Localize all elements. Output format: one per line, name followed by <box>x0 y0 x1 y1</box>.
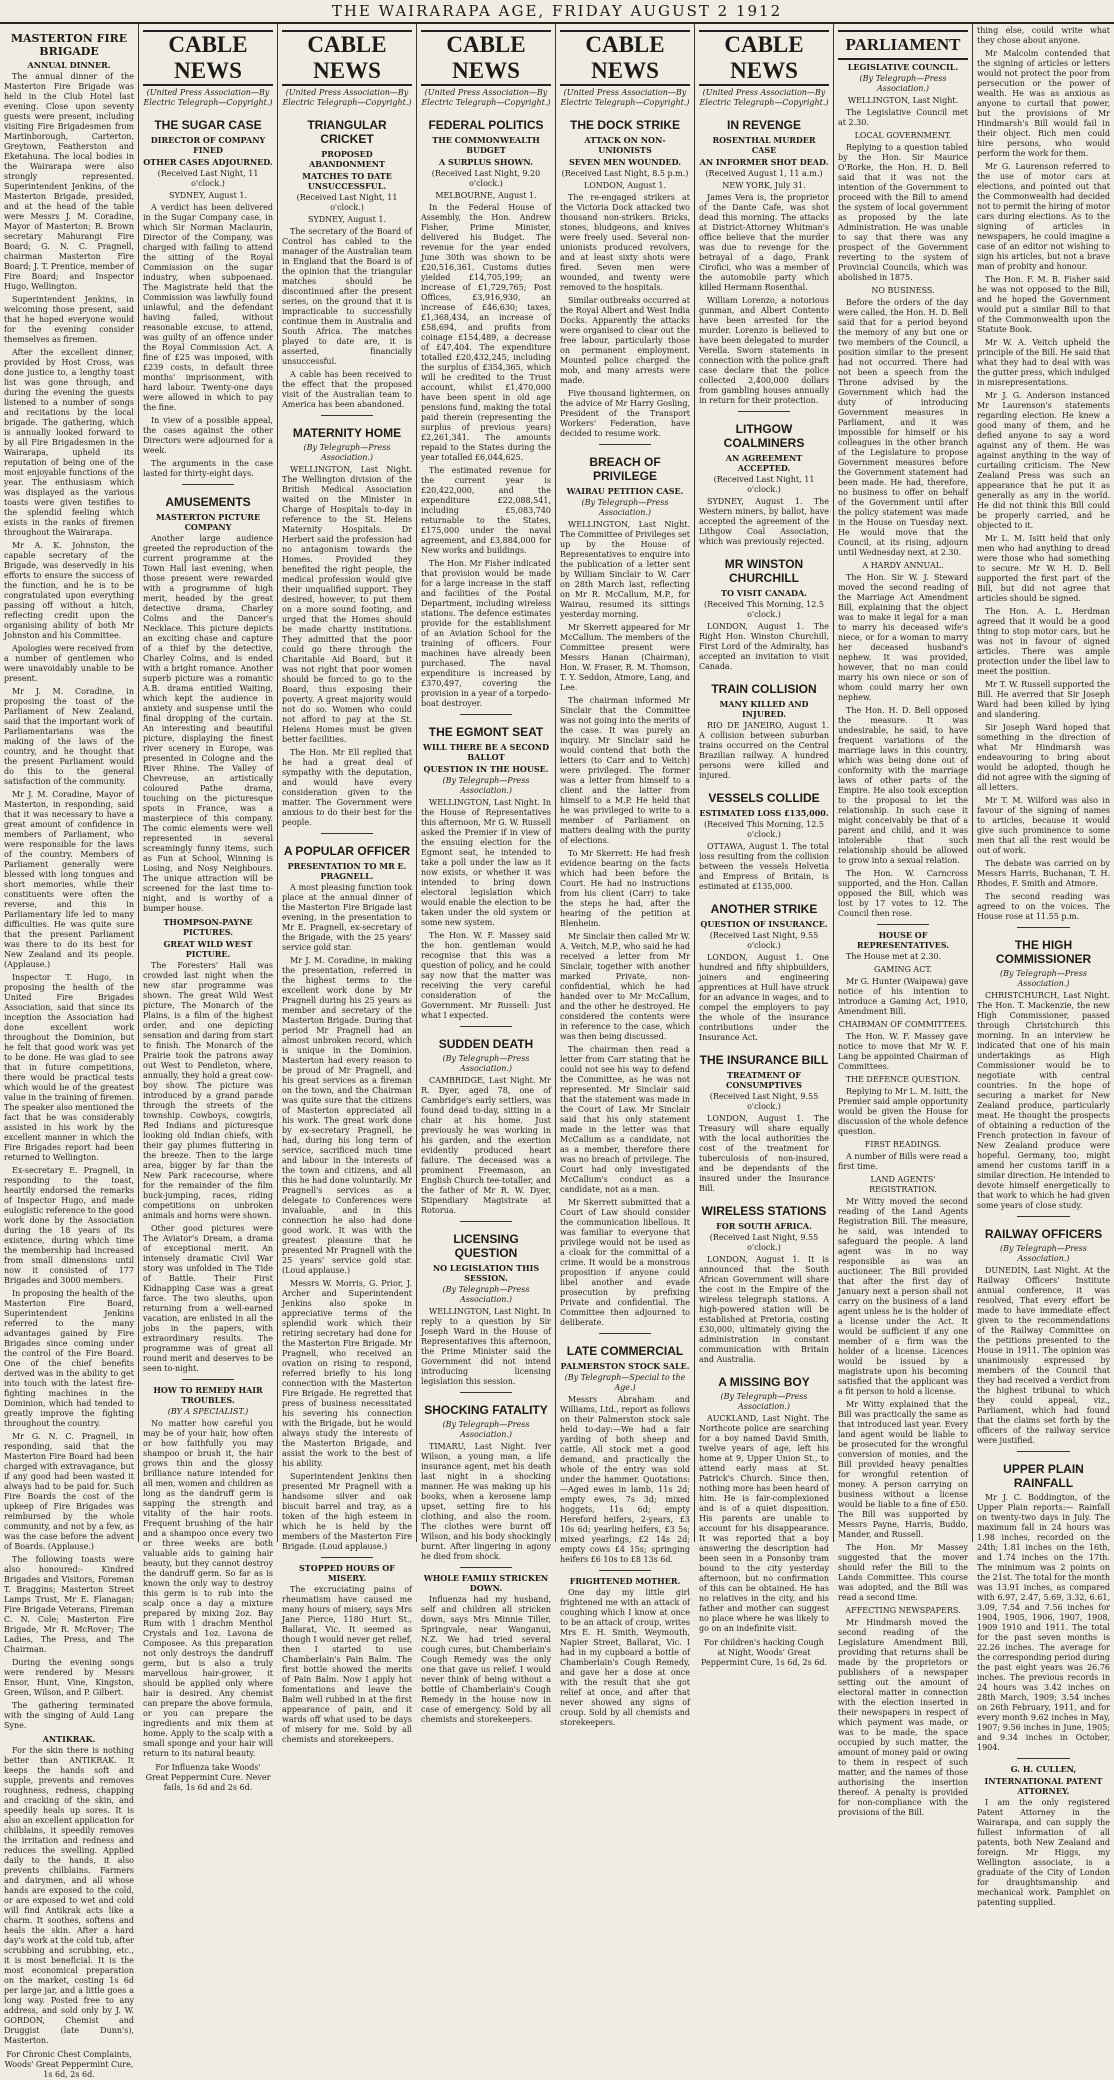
article-subhead: (By Telegraph—Press Association.) <box>720 1392 808 1411</box>
divider <box>1017 927 1070 928</box>
paragraph: The second reading was agreed to on the voices. The House rose at 11.55 p.m. <box>977 892 1110 921</box>
paragraph: Mr J. M. Coradine, Mayor of Masterton, in responding, said that it was necessary to have a great amount of confidence in members of Parliament, who were responsible for the laws of the country. Members of Parliament generally were blessed with long tongues and short memories, while their constituents were often the reverse, and this in Parliamentary life led to many difficulties. He was quite sure that the present Parliament was there to do its best for New Zealand and its people. (Applause.) <box>4 790 134 969</box>
article-headline: AMUSEMENTS <box>165 495 251 509</box>
article-headline: THE INSURANCE BILL <box>699 1053 829 1067</box>
article-headline: TRIANGULAR CRICKET <box>307 118 387 146</box>
paragraph: The Foresters' Hall was crowded last night when the new star programme was shown. The great Wild West picture, The Monarch of the Plains, is a film of the highest order, and one depicting sensation and daring from start to finish. The Monarch of the Prairie took the patrons away out West to Pendleton, where, annually, they hold a great cow-boy show. The picture was introduced by a grand parade through the streets of the township. Cowboys, cowgirls, Red Indians and picturesque looking old Indian chiefs, with their gay plumes fluttering in the breeze. Then to the large area, bigger by far than the New Park racecourse, where for the remainder of the film buck-jumping, races, riding competitions on unbroken animals and horns were shown. <box>143 961 273 1220</box>
paragraph: The gathering terminated with the singing of Auld Lang Syne. <box>4 1701 134 1730</box>
column-2 <box>139 26 277 1792</box>
divider <box>460 1221 512 1222</box>
paragraph: A verdict has been delivered in the Sugar Company case, in which Sir Norman Maclaurin, Director of the Company, was charged with failing to attend the sitting of the Royal Commission on the sugar industry, when subpoenaed. The Magistrate held that the Commission was lawfully found unlawful, and the defendant having failed, without reasonable excuse, to attend, was guilty of an offence under the Royal Commission Act. A fine of £25 was imposed, with £239 costs, in default three months' imprisonment, with hard labour. Twenty-one days were allowed in which to pay the fine. <box>143 203 273 412</box>
divider <box>460 1026 512 1027</box>
article-subhead: (By Telegraph—Press Association.) <box>442 1285 530 1304</box>
paragraph: The following toasts were also honoured:- Kindred Brigades and Visitors, Foreman T. Braggins; Masterton Street Lamps Trust, Mr E. Flanagan; Fire Brigade Veterans, Fireman C. N. Cole; Masterton Fire Brigade, Mr R. McRover; The Ladies, The Press, and The Chairman. <box>4 1555 134 1654</box>
paragraph: Messrs W. Morris, G. Prior, J. Archer and Superintendent Jenkins also spoke in appreciative terms of the splendid work which their retiring secretary had done for the Masterton Fire Brigade. Mr Pragnell, who received an ovation on rising to respond, referred briefly to his long connection with the Masterton Fire Brigade. He regretted that press of business necessitated his severing his connection with the Brigade, but he would always study the interests of the Masterton Brigade, and assist the work to the best of his ability. <box>282 1279 412 1468</box>
section-subhead: A HARDY ANNUAL. <box>862 561 944 570</box>
article-headline: STOPPED HOURS OF MISERY. <box>299 1563 395 1583</box>
paragraph: The chairman then read a letter from Carr stating that he could not see his way to defend the Committee, as he was not represented. Mr Sinclair said that the statement was made in the Court of Law. Mr Sinclair said that his only statement made in the letter was that McCallum as a candidate, not as a member, therefore there was no breach of privilege. The Court had only investigated McCallum's conduct as a candidate, not as a man. <box>560 1045 690 1194</box>
paragraph: The excruciating pains of rheumatism have caused me many hours of misery, says Mrs Jane Pierce, 1180 Hurt St., Ballarat, Vic. It seemed as though I would never get relief, then I started to use Chamberlain's Pain Balm. The first bottle showed the merits of Pain Balm. Now I apply hot fomentations and leave the Balm well rubbed in at the first appearance of pain, and it wards off what used to be days of misery for me. Sold by all chemists and storekeepers. <box>282 1585 412 1744</box>
dateline: WELLINGTON, Last Night. <box>847 96 959 105</box>
paragraph: The Legislative Council met at 2.30. <box>838 108 968 127</box>
received-line: (Received Last Night, 9.55 o'clock.) <box>709 931 819 950</box>
article-subhead: PROPOSED ABANDONMENT <box>309 149 385 169</box>
article-headline: TRAIN COLLISION <box>711 682 817 696</box>
paragraph: The House met at 2.30. <box>846 952 942 961</box>
article-headline: MATERNITY HOME <box>292 426 402 440</box>
article-subhead: (BY A SPECIALIST.) <box>167 1407 249 1416</box>
article-headline: THE HIGH COMMISSIONER <box>995 938 1092 966</box>
paragraph: Messrs Abraham and Williams, Ltd., report as follows on their Palmerston stock sale held to-day:—We had a fair yarding of both sheep and cattle. All stock met a good demand, and practically the whole of the entry was sold under the hammer. Quotations:—Aged ewes in lamb, 11s 2d; empty ewes, 7s 3d; mixed hoggets, 11s 6d; empty Hereford heifers, 2-years, £3 10s 6d; yearling heifers, £3 5s; mixed yearlings, £2 14s 2d; empty cows £4 15s; springing heifers £6 10s to £8 13s 6d. <box>560 1395 690 1564</box>
divider <box>1017 1216 1070 1217</box>
article-subhead: PALMERSTON STOCK SALE. <box>560 1361 690 1371</box>
paragraph: Another large audience greeted the reproduction of the current programme at the Town Hall last evening, when those present were rewarded with a programme of high merit, headed by the great detective drama, Charley Colms and the Dancer's Necklace. This picture depicts an exciting chase and capture of a thief by the detective, Charley Colms, and is ended with a bright romance. Another superb picture was a romantic A.B. drama entitled Waiting, which kept the audience in anxiety and suspense until the final dropping of the curtain. An interesting and beautiful picture, displaying the finest river scenery in Europe, was presented in Cologne and the River Rhine. The Valley of Chevreuse, an artistically coloured Pathe drama, touching on the picturesque spots in France, was a masterpiece of this company. The comic elements were well represented in several screamingly funny items, such as Fun at School, Winning is Losing, and Nosy Neighbours. The unique attraction will be screened for the last time to-night, and is worthy of a bumper house. <box>143 534 273 913</box>
paragraph: In proposing the health of the Masterton Fire Board, Superintendent Jenkins referred to the many advantages gained by Fire Brigades since coming under the control of the Fire Board. One of the chief benefits derived was in the ability to get into touch with the latest fire-fighting machines in the Dominion, which had tended to greatly improve the fighting throughout the country. <box>4 1289 134 1428</box>
article-headline: IN REVENGE <box>726 118 801 132</box>
article-subhead: QUESTION OF INSURANCE. <box>700 919 828 929</box>
paragraph: CHRISTCHURCH, Last Night. The Hon. T. Mackenzie, the new High Commissioner, passed through Christchurch this morning. In an interview he indicated that one of his main undertakings as High Commissioner would be to negotiate with central countries. In the hope of securing a market for New Zealand produce, particularly meat. He thought the prospects of obtaining a reduction of the French protection in favour of New Zealand produce were hopeful. Germany, too, might amend her customs tariff in a similar direction. He intended to devote himself energetically to that work to which he had given some years of close study. <box>977 991 1110 1210</box>
article-headline: FEDERAL POLITICS <box>428 118 544 132</box>
article-subhead: AN INFORMER SHOT DEAD. <box>699 157 829 167</box>
article-subhead: MATCHES TO DATE UNSUCCESSFUL. <box>302 171 392 191</box>
article-headline: UPPER PLAIN RAINFALL <box>1003 1462 1084 1490</box>
divider <box>599 1333 651 1334</box>
paragraph: The chairman informed Mr Sinclair that the Committee was not going into the merits of the case. It was purely an inquiry. Mr Sinclair said he would contend that both the letters (to Carr and to Veitch) were privileged. The former was a letter from himself to a client and the latter from himself to a M.P. He held that he was privileged to write to a member of Parliament on matters dealing with the purity of elections. <box>560 696 690 845</box>
divider <box>460 1392 512 1393</box>
wire-credit: (United Press Association—By Electric Telegraph—Copyright.) <box>699 88 829 107</box>
wire-credit: (United Press Association—By Electric Telegraph—Copyright.) <box>421 88 551 107</box>
advert-footer: For Chronic Chest Complaints, Woods' Great Peppermint Cure, 1s 6d, 2s 6d. <box>4 2050 134 2079</box>
article-subhead: SEVEN MEN WOUNDED. <box>568 157 682 167</box>
paragraph: James Vera is, the proprietor of the Dante Cafe, was shot dead this morning. The attacks at District-Attorney Whitman's office believe that the murder was due to revenge for the betrayal of a dago, Frank Cirofici, who was a member of the automobile party which killed Hermann Rosenthal. <box>699 193 829 292</box>
article-subhead: FOR SOUTH AFRICA. <box>716 1221 812 1231</box>
divider <box>1017 1758 1070 1759</box>
article-headline: THE EGMONT SEAT <box>428 725 544 739</box>
dateline: SYDNEY, August 1. <box>168 191 248 200</box>
received-line: (Received Last Night, 8.5 p.m.) <box>561 169 689 178</box>
divider <box>877 924 929 925</box>
article-headline: LITHGOW COALMINERS <box>723 422 805 450</box>
dateline: MELBOURNE, August 1. <box>435 191 537 200</box>
article-headline: LEGISLATIVE COUNCIL. <box>847 62 959 72</box>
column-7 <box>834 26 972 1817</box>
masthead: THE WAIRARAPA AGE, FRIDAY AUGUST 2 1912 <box>331 2 783 20</box>
advert-heading: G. H. CULLEN, <box>1010 1764 1077 1774</box>
section-banner: CABLE NEWS <box>143 30 273 86</box>
divider <box>738 411 790 412</box>
received-line: (Received Last Night, 11 o'clock.) <box>157 169 259 188</box>
paragraph: Mr J. M. Coradine, in making the presentation, referred in the highest terms to the excellent work done by Mr Pragnell during his 25 years as member and secretary of the Masterton Brigade. During that period Mr Pragnell had an almost unbroken record, which is unique in the Dominion. Masterton had every reason to be proud of Mr Pragnell, and his great services as a fireman on the town, and the Chairman was quite sure that the citizens of Masterton appreciated all his work. The great work done by ex-secretary Pragnell, he had, during his long term of service, sacrificed much time and labour in the interests of the town and citizens, and all this he had done voluntarily. Mr Pragnell's services as a delegate to Conferences were invaluable, and in this connection he also had done good work. It was with the greatest pleasure that he presented Mr Pragnell with the 25 years' service gold star. (Loud applause.) <box>282 956 412 1275</box>
paragraph: WELLINGTON, Last Night. The Committee of Privileges set up by the House of Representatives to enquire into the publication of a letter sent by William Sinclair to W. Carr on 28th March last, reflecting on Mr R. McCallum, M.P., for Wairau, resumed its sittings yesterday morning. <box>560 520 690 619</box>
paragraph: DUNEDIN, Last Night. At the Railway Officers' Institute annual conference, it was resolved, That every effort be made to have immediate effect given to the recommendations of the Railway Committee on the petitions presented to the House in 1911. The opinion was unanimously expressed by members of the Council that they had received a verdict from the highest tribunal to which they could appeal, viz., Parliament, which had found that the claims set forth by the officers of the railway service were justified. <box>977 1266 1110 1445</box>
section-subhead: LAND AGENTS' REGISTRATION. <box>869 1175 937 1194</box>
article-headline: ANOTHER STRIKE <box>710 902 818 916</box>
paragraph: Mr Malcolm contended that the signing of articles or letters would not protect the poor from persecution or the power of wealth. He was as anxious as anyone to curtail that power, but the provisions of Mr Hindmarsh's Bill would fail in their object. Rich men could hire persons, who would perform the work for them. <box>977 49 1110 158</box>
advert-heading: ANTIKRAK. <box>42 1734 96 1744</box>
article-subhead: AN AGREEMENT ACCEPTED. <box>725 453 803 473</box>
article-headline: HOW TO REMEDY HAIR TROUBLES. <box>153 1385 263 1405</box>
paragraph: The secretary of the Board of Control has cabled to the manager of the Australian team in England that the Board is of the opinion that the triangular matches should be discontinued after the present series, on the ground that it is impracticable to successfully continue them in Australia and South Africa. The matches played to date are, it is asserted, financially unsuccessful. <box>282 227 412 366</box>
section-banner: CABLE NEWS <box>421 30 551 86</box>
divider <box>460 714 512 715</box>
paragraph: Mr Sinclair then called Mr W. A. Veitch, M.P., who said he had received a letter from Mr Sinclair, together with another marked Private, non-confidential, which he had handed over to Mr McCallum, and the other he destroyed. He considered the contents were in reference to the case, which was then being discussed. <box>560 932 690 1041</box>
paragraph: A most pleasing function took place at the annual dinner of the Masterton Fire Brigade last evening, in the presentation to Mr E. Pragnell, ex-secretary of the Brigade, with the 25 years' service gold star. <box>282 883 412 952</box>
paragraph: William Lorenzo, a notorious gunman, and Albert Contento have been arrested for the murder. Lorenzo is believed to have been delegated to murder Verella. Sworn statements in connection with the police graft case declare that the police collected 2,400,000 dollars from gambling houses annually in return for their protection. <box>699 296 829 405</box>
advert-footer: For Influenza take Woods' Great Peppermint Cure. Never fails, 1s 6d and 2s 6d. <box>145 1763 271 1792</box>
section-banner: PARLIAMENT <box>838 30 968 60</box>
paragraph: LONDON, August 1. It is announced that the South African Government will share the cost in the Empire of the wireless telegraph stations. A high-powered station will be established at Pretoria, costing £30,000, ultimately giving the administration in constant communication with Britain and Australia. <box>699 1255 829 1364</box>
paragraph: Mr Witty moved the second reading of the Land Agents Registration Bill. The measure, he said, was intended to safeguard the people. A land agent was in no way responsible as was an auctioneer. The Bill provided that after the first day of January next a person shall not carry on the business of a land agent unless he is the holder of a license under the Act. It would be sufficient if any one member of a firm was the holder of a license. Licences would be issued by a magistrate upon his becoming satisfied that the applicant was a fit person to hold a license. <box>838 1197 968 1396</box>
paragraph: Mr Hindmarsh moved the second reading of the Legislature Amendment Bill, providing that returns shall be made by the proprietors or publishers of a newspaper setting out the amount of electoral matter in connection with the election inserted in their newspapers in respect of which payment was made, or was to be made, the space occupied by such matter, the amount of money paid or owing to them in respect of such matter, and the names of those authorising the insertion thereof. A penalty is provided for non-compliance with the provisions of the Bill. <box>838 1618 968 1817</box>
paragraph: Mr W. A. Veitch upheld the principle of the Bill. He said that what they had to deal with was the gutter press, which indulged in misrepresentations. <box>977 338 1110 387</box>
paragraph: TIMARU, Last Night. Iver Wilson, a young man, a life insurance agent, met his death last night in a shocking manner. He was making up his books, when a kerosene lamp upset, setting fire to his clothing, and also the room. The clothes were burnt off Wilson, and his body shockingly burnt. After lingering in agony he died from shock. <box>421 1442 551 1561</box>
article-headline: FRIGHTENED MOTHER. <box>569 1576 681 1586</box>
paragraph: WELLINGTON, Last Night. In reply to a question by Sir Joseph Ward in the House of Representatives this afternoon, the Prime Minister said the Government did not intend introducing licensing legislation this session. <box>421 1307 551 1386</box>
paragraph: Before the orders of the day were called, the Hon. H. D. Bell said that for a period beyond the memory of any but one or two members of the Council, a position similar to the present had not occurred. There had not been a speech from the Throne advised by the Government which had the duty of introducing Government measures in Parliament, and it was impossible for himself or his colleagues in the other branch of the Legislature to propose Government measures before the Government statement had been made. He had, therefore, no business to offer on behalf of the Government until after the policy statement was made in the House on Tuesday next. He would move that the Council, at its rising, adjourn until Wednesday next, at 2.30. <box>838 298 968 557</box>
paragraph: Five thousand lightermen, on the advice of Mr Harry Gosling, President of the Transport Workers' Federation, have decided to resume work. <box>560 389 690 438</box>
paragraph: Inspector T. Hugo, in proposing the health of the United Fire Brigades Association, said that since its inception the Association had done excellent work throughout the Dominion, but he felt that good work was yet to be done. He was glad to see that in future competitions, there would be practical tests which would be of the greatest value in the training of firemen. The speaker also mentioned the fact that he was considerably assisted in his work by the excellent manner in which the Fire Brigades report had been returned to Wellington. <box>4 973 134 1162</box>
article-subhead: (By Telegraph—Press Association.) <box>442 1054 530 1073</box>
section-banner: CABLE NEWS <box>560 30 690 86</box>
section-subhead: FIRST READINGS. <box>864 1140 942 1149</box>
advert-subhead: INTERNATIONAL PATENT ATTORNEY. <box>984 1776 1103 1796</box>
paragraph: thing else, could write what they chose about anyone. <box>977 26 1110 45</box>
article-subhead: GREAT WILD WEST PICTURE. <box>163 939 253 959</box>
divider <box>321 833 373 834</box>
paragraph: Mr Skerrett submitted that a Court of Law should consider the communication libellous. It was familiar to everyone that privilege would not be used as a cloak for the committal of a crime. It would be a monstrous proposition if anyone could libel another and evade prosecution by prefixing Private and confidential. The Committee then adjourned to deliberate. <box>560 1198 690 1327</box>
paragraph: Mr J. C. Boddington, of the Upper Plain reports:— Rainfall on twenty-two days in July. The maximum fall in 24 hours was 1.98 inches, recorded on the 24th; 1.81 inches on the 16th, and 1.74 inches on the 17th. The minimum was 2 points on the 21st. The total for the month was 13.91 inches, as compared with 6.97, 2.47, 5.69, 3.32, 6.61, 3.09, 7.54 and 7.56 inches for 1904, 1905, 1906, 1907, 1908, 1909 1910 and 1911. The total for the past seven months is 22.26 inches. The average for the corresponding period during the past eight years was 26.76 inches. The previous records in 24 hours was 3.42 inches on 28th March, 1909; 3.54 inches on 26th February, 1911, and for every month 9.62 inches in May, 1907; 9.56 inches in June, 1905; and 9.34 inches in October, 1904. <box>977 1493 1110 1752</box>
received-line: (Received This Morning, 12.5 o'clock.) <box>704 820 824 839</box>
article-headline: SUDDEN DEATH <box>438 1037 534 1051</box>
paragraph: LONDON, August 1. The Right Hon. Winston Churchill, First Lord of the Admiralty, has accepted an invitation to visit Canada. <box>699 622 829 671</box>
paragraph: Mr G. Hunter (Waipawa) gave notice of his intention to introduce a Gaming Act, 1910, Amendment Bill. <box>838 977 968 1016</box>
paragraph: Replying to a question tabled by the Hon. Sir Maurice O'Rorke, the Hon. H. D. Bell said that it was not the intention of the Government to proceed with the Bill to amend the system of local government as proposed by the late Administration. He was unable to say that there was any prospect of the Government reverting to the system of Provincial Councils, which was abolished in 1875. <box>838 143 968 282</box>
article-subhead: (By Telegraph—Press Association.) <box>859 74 947 93</box>
paragraph: One day my little girl frightened me with an attack of coughing which I know at once to be an attack of croup, writes Mrs E. H. Smith, Weymouth, Napier Street, Ballarat, Vic. I had in my cupboard a bottle of Chamberlain's Cough Remedy, and gave her a dose at once with the result that she got relief at once, and after that never showed any signs of croup. Sold by all chemists and storekeepers. <box>560 1588 690 1727</box>
paragraph: LONDON, August 1. The Treasury will share equally with the local authorities the cost of the treatment for tuberculosis of non-insured, and be dependants of the insured under the Insurance Bill. <box>699 1114 829 1193</box>
paragraph: A number of Bills were read a first time. <box>838 1152 968 1171</box>
divider <box>599 1570 651 1571</box>
paragraph: Mr G. N. C. Pragnell, in responding, said that the Masterton Fire Board had been charged with extravagance, but if any good had been wasted it always had to be paid for. Such Fire Boards the cost of the upkeep of Fire Brigades was reimbursed by the whole community, and not by a few, as was the case before the advent of Boards. (Applause.) <box>4 1432 134 1551</box>
article-subhead: (By Telegraph—Press Association.) <box>1000 1244 1087 1263</box>
paragraph: In view of a possible appeal, the cases against the other Directors were adjourned for a week. <box>143 416 273 455</box>
section-subhead: GAMING ACT. <box>873 965 933 974</box>
article-subhead: (By Telegraph—Press Association.) <box>442 1420 530 1439</box>
paragraph: Similar outbreaks occurred at the Royal Albert and West India Docks. Apparently the attacks were organised to clear out the free labour, particularly those on permanent employment. Mounted police charged the mob, and many arrests were made. <box>560 296 690 385</box>
paragraph: Replying to Mr L. M. Isitt, the Premier said ample opportunity would be given the House for discussion of the whole defence question. <box>838 1087 968 1136</box>
article-subhead: THOMPSON-PAYNE PICTURES. <box>163 917 253 937</box>
article-subhead: (By Telegraph—Press Association.) <box>442 776 530 795</box>
paragraph: AUCKLAND, Last Night. The Northcote police are searching for a boy named David Smith, twelve years of age, left his home at 9, Upper Union St., to attend early mass at St. Patrick's Church. Since then, nothing more has been heard of him. He is fair-complexioned and is of a quiet disposition. His parents are unable to account for his disappearance. It was reported that a boy answering the description had been seen in a Ponsonby tram bound to the city yesterday afternoon, but no confirmation of this can be obtained. He has no relatives in the city, and his father and mother can suggest no place where he was likely to go on an indefinite visit. <box>699 1414 829 1633</box>
column-6 <box>695 26 833 1667</box>
paragraph: The Hon. A. L. Herdman agreed that it would be a good thing to stop motor cars, but he was not in favour of signed articles. There was ample protection under the libel law to meet the position. <box>977 607 1110 676</box>
article-headline: A MISSING BOY <box>718 1375 810 1389</box>
paragraph: The estimated revenue for the current year is £20,422,000, and the expenditure £22,088,541, including £5,083,740 returnable to the States, £175,000 under the naval agreement, and £3,884,000 for New works and buildings. <box>421 466 551 555</box>
paragraph: Mr Skerrett appeared for Mr McCallum. The members of the Committee present were Messrs Hanan (Chairman), Hon. W. Fraser, R. M. Thomson, T. Y. Seddon, Atmore, Lang, and Lee. <box>560 623 690 692</box>
paragraph: Sir Joseph Ward hoped that something in the direction of what Mr Hindmarsh was endeavouring to bring about would be adopted, though he did not agree with the signing of all letters. <box>977 723 1110 792</box>
paragraph: RIO DE JANEIRO, August 1. A collision between suburban trains occurred on the Central Brazilian railway. A hundred persons were killed and injured. <box>699 721 829 780</box>
paragraph: Mr J. M. Coradine, in proposing the toast of the Parliament of New Zealand, said that the important work of Parliamentarians was the making of the laws of the country, and he thought that the present Parliament would do this to the general satisfaction of the community. <box>4 687 134 786</box>
article-subhead: THE COMMONWEALTH BUDGET <box>432 135 540 155</box>
wire-credit: (United Press Association—By Electric Telegraph—Copyright.) <box>143 88 273 107</box>
dateline: LONDON, August 1. <box>583 181 667 190</box>
paragraph: The Hon. F. M. B. Fisher said he was not opposed to the Bill, and he hoped the Government would put a similar Bill to that of the Commonwealth upon the Statute Book. <box>977 275 1110 334</box>
received-line: (Received Last Night, 9.20 o'clock.) <box>431 169 541 188</box>
article-subhead: ESTIMATED LOSS £135,000. <box>699 808 829 818</box>
article-subhead: A SURPLUS SHOWN. <box>438 157 533 167</box>
received-line: (Received August 1, 11 a.m.) <box>705 169 823 178</box>
paragraph: Mr Witty explained that the Bill was practically the same as that introduced last year. Every land agent would be liable to be prosecuted for the wrongful conversion of monies, and the Bill provided heavy penalties for wrongful retention of money. A person carrying on business without a license would be liable to a fine of £50. The Bill was supported by Messrs Payne, Harris, Buddo, Mander, and Russell. <box>838 1400 968 1539</box>
column-8 <box>973 26 1114 1907</box>
received-line: (Received Last Night, 11 o'clock.) <box>296 193 398 212</box>
article-headline: MR WINSTON CHURCHILL <box>724 557 804 585</box>
article-subhead: ROSENTHAL MURDER CASE <box>712 135 816 155</box>
paragraph: WELLINGTON, Last Night. In the House of Representatives this afternoon, Mr G. W. Russell asked the Premier if in view of the ensuing election for the Egmont seat, he intended to take a poll under the law as it now exists, or whether it was intended to bring down electoral legislation which would enable the election to be taken under the old system or some new system. <box>421 798 551 927</box>
section-subhead: NO BUSINESS. <box>871 286 935 295</box>
article-subhead: DIRECTOR OF COMPANY FINED <box>150 135 266 155</box>
divider <box>460 1567 512 1568</box>
dateline: SYDNEY, August 1. <box>307 215 387 224</box>
paragraph: OTTAWA, August 1. The total loss resulting from the collision between the vessels Helvetia and Empress of Britain, is estimated at £135,000. <box>699 842 829 891</box>
paragraph: The debate was carried on by Messrs Harris, Buchanan, T. H. Rhodes, F. Smith and Atmore. <box>977 859 1110 888</box>
paragraph: Mr L. M. Isitt held that only men who had anything to dread were those who had something to secure. Mr W. H. D. Bell supported the first part of the Bill, but did not agree that articles should be signed. <box>977 534 1110 603</box>
article-subhead: OTHER CASES ADJOURNED. <box>143 157 273 167</box>
paragraph: LONDON, August 1. One hundred and fifty shipbuilders, joiners and engineering apprentices at Hull have struck for an advance in wages, and to compel the employers to pay the whole of the insurance contributions under the Insurance Act. <box>699 953 829 1042</box>
article-subhead: NO LEGISLATION THIS SESSION. <box>432 1263 540 1283</box>
article-headline: THE SUGAR CASE <box>154 118 262 132</box>
paragraph: Mr T. M. Wilford was also in favour of the signing of names to articles, because it would give such prominence to some men that all the rest would be out of work. <box>977 796 1110 855</box>
paragraph: Ex-secretary E. Pragnell, in responding to the toast, heartily endorsed the remarks of Inspector Hugo, and made eulogistic reference to the good work done by the Association during the 18 years of its existence, during which time the membership had increased from small dimensions until now it consisted of 177 Brigades and 3000 members. <box>4 1166 134 1285</box>
received-line: (Received Last Night, 11 o'clock.) <box>713 475 815 494</box>
received-line: (Received This Morning, 12.5 o'clock.) <box>704 600 824 619</box>
paragraph: The annual dinner of the Masterton Fire Brigade was held in the Club Hotel last evening. Close upon seventy guests were present, including visiting Fire Brigadesmen from Martinborough, Carterton, Greytown, Featherston and Eketahuna. The local bodies in the Wairarapa were also strongly represented. Superintendent Jenkins, of the Masterton Brigade, presided, and at the head of the table were Messrs J. M. Coradine, Mayor of Masterton; R. Brown secretary Mahurangi Fire Board; G. N. C. Pragnell, chairman Masterton Fire Board; J. T. Prentice, member of Fire Board; and Inspector Hugo, Wellington. <box>4 72 134 291</box>
divider <box>1017 1451 1070 1452</box>
paragraph: SYDNEY, August 1. The Western miners, by ballot, have accepted the agreement of the Lithgow Coal Association, which was previously rejected. <box>699 497 829 546</box>
paragraph: The Hon. W. F. Massey said the hon. gentleman would recognise that this was a question of policy, and he could say now that the matter was receiving the very careful consideration of the Government. Mr Russell: Just what I expected. <box>421 931 551 1020</box>
column-4 <box>417 26 555 1724</box>
article-subhead: (By Telegraph—Special to the Age.) <box>564 1373 686 1392</box>
article-subhead: TREATMENT OF CONSUMPTIVES <box>725 1070 803 1090</box>
paragraph: Mr A. K. Johnston, the capable secretary of the Brigade, was deservedly in his efforts to ensure the success of the function, and he is to be congratulated upon everything passing off without a hitch, reflecting credit upon the organising ability of both Mr Johnston and his Committee. <box>4 541 134 640</box>
section-subhead: LOCAL GOVERNMENT. <box>854 131 952 140</box>
paragraph: Superintendent Jenkins, in welcoming those present, said that he hoped everyone would for the evening consider themselves as firemen. <box>4 295 134 344</box>
paragraph: The Hon. W. Carncross supported, and the Hon. Callan opposed the Bill, which was lost by 17 votes to 12. The Council then rose. <box>838 869 968 918</box>
article-headline: WIRELESS STATIONS <box>701 1204 827 1218</box>
section-subhead: THE DEFENCE QUESTION. <box>845 1075 961 1084</box>
received-line: (Received Last Night, 9.55 o'clock.) <box>709 1092 819 1111</box>
article-headline: THE DOCK STRIKE <box>569 118 680 132</box>
paragraph: After the excellent dinner, provided by Host Cross, was done justice to, a lengthy toast list was gone through, and during the evening the guests listened to a number of songs and recitations by the local brigade. The gathering, which is annually looked forward to by all Fire Brigadesmen in the Wairarapa, upheld its reputation of being one of the most enjoyable functions of the year. The enthusiasm which was displayed as the various toasts were given testifies to the splendid feeling which exists in the ranks of firemen throughout the Wairarapa. <box>4 348 134 537</box>
paragraph: Mr T. W. Russell supported the Bill. He averred that Sir Joseph Ward had been killed by lying and slandering. <box>977 680 1110 719</box>
article-headline: WHOLE FAMILY STRICKEN DOWN. <box>423 1573 549 1593</box>
article-heading: ANNUAL DINNER. <box>27 60 111 70</box>
divider <box>599 444 651 445</box>
paragraph: The Hon. Mr Massey suggested that the mover should refer the Bill to the Lands Committee. This course was adopted, and the Bill was read a second time. <box>838 1543 968 1602</box>
paragraph: The Hon. Sir W. J. Steward moved the second reading of the Marriage Act Amendment Bill, explaining that the object was to make it legal for a man to marry his deceased wife's niece, or for a woman to marry her deceased husband's nephew. It was provided, however, that no man could marry his own niece or son of whom could marry her own nephew. <box>838 573 968 702</box>
received-line: (Received Last Night, 9.55 o'clock.) <box>709 1233 819 1252</box>
masthead-rule <box>0 22 1114 24</box>
article-headline: BREACH OF PRIVILEGE <box>589 455 661 483</box>
paragraph: Superintendent Jenkins then presented Mr Pragnell with a handsome silver and oak biscuit barrel and tray, as a token of the high esteem in which he is held by the members of the Masterton Fire Brigade. (Loud applause.) <box>282 1472 412 1551</box>
section-subhead: CHAIRMAN OF COMMITTEES. <box>838 1020 968 1029</box>
paragraph: Apologies were received from a number of gentlemen who were unavoidably unable to be present. <box>4 644 134 683</box>
paragraph: To Mr Skerrett: He had fresh evidence bearing on the facts which had been before the Court. He had no instructions from his client (Carr) to take the steps he had, after the hearing of the petition at Blenheim. <box>560 849 690 928</box>
paragraph: CAMBRIDGE, Last Night. Mr R. Dyer, aged 78, one of Cambridge's early settlers, was found dead to-day, sitting in a chair at his home. Just previously he was working in his garden, and the exertion evidently produced heart failure. The deceased was a prominent Freemason, an English Church tee-totaller, and the father of Mr R. W. Dyer, Stipendiary Magistrate at Rotorua. <box>421 1076 551 1215</box>
article-subhead: ATTACK ON NON-UNIONISTS <box>584 135 666 155</box>
paragraph: The arguments in the case lasted for thirty-eight days. <box>143 459 273 478</box>
dateline: NEW YORK, July 31. <box>722 181 806 190</box>
paragraph: The Hon. Mr Ell replied that he had a great deal of sympathy with the deputation, and would have every consideration given to the matter. The Government were anxious to do their best for the people. <box>282 748 412 827</box>
article-headline: LICENSING QUESTION <box>453 1232 519 1260</box>
article-subhead: MANY KILLED AND INJURED. <box>719 699 809 719</box>
article-headline: SHOCKING FATALITY <box>424 1403 548 1417</box>
wire-credit: (United Press Association—By Electric Telegraph—Copyright.) <box>282 88 412 107</box>
paragraph: The Hon. W. F. Massey gave notice to move that Mr W. F. Lang be appointed Chairman of Committees. <box>838 1032 968 1071</box>
section-banner: CABLE NEWS <box>699 30 829 86</box>
article-subhead: TO VISIT CANADA. <box>721 588 807 598</box>
paragraph: In the Federal House of Assembly, the Hon. Andrew Fisher, Prime Minister, delivered his Budget. The revenue for the year ended June 30th was shown to be £20,516,361. Customs duties yielded £14,705,199; an increase of £1,729,765; Post Offices, £3,916,930, an increase of £46,630; taxes, £1,368,434, an increase of £58,694, and profits from coinage £154,489, a decrease of £47,404. The expenditure totalled £20,432,245, including the surplus of £354,365, which will be credited to the Trust account, whilst £1,470,000 have been spent in old age pensions fund, making the total paid therein (representing the surplus of previous years) £2,261,341. The amounts repaid to the States during the year totalled £6,044,625. <box>421 203 551 462</box>
article-kicker: MASTERTON FIRE BRIGADE <box>10 32 128 58</box>
article-headline: RAILWAY OFFICERS <box>984 1227 1103 1241</box>
article-subhead: (By Telegraph—Press Association.) <box>1000 969 1087 988</box>
divider <box>321 1557 373 1558</box>
advert-footer: For children's hacking Cough at Night, Woods' Great Peppermint Cure, 1s 6d, 2s 6d. <box>700 1638 828 1667</box>
wire-credit: (United Press Association—By Electric Telegraph—Copyright.) <box>560 88 690 107</box>
article-headline: LATE COMMERCIAL <box>566 1344 684 1358</box>
article-headline: A POPULAR OFFICER <box>283 844 411 858</box>
column-5 <box>556 26 694 1727</box>
divider <box>182 1379 234 1380</box>
paragraph: The Hon. Mr Fisher indicated that provision would be made for a large increase in the staff and facilities of the Postal Department, including wireless stations. The defence estimates provide for the establishment of an Aviation School for the training of officers. Four machines have already been purchased. The naval expenditure is increased by £370,497, covering the provision in a year of a torpedo-boat destroyer. <box>421 559 551 708</box>
paragraph: A cable has been received to the effect that the proposed visit of the Australian team to America has been abandoned. <box>282 370 412 409</box>
article-subhead: QUESTION IN THE HOUSE. <box>423 764 549 774</box>
paragraph: WELLINGTON, Last Night. The Wellington division of the British Medical Association waited on the Minister in Charge of Hospitals to-day in reference to the St. Helens Maternity Hospitals. Dr Herbert said the profession had no antagonism towards the Homes. Provided they benefited the right people, the medical profession would give their unqualified support. They desired, however, to put them on a more sound footing, and urged that the Homes should be made charity institutions. They admitted that the poor could go there through the Charitable Aid Board, but it was not right that poor women should be forced to go to the Board, thus exposing their poverty. A great majority would not do so. Women who could not afford to pay at the St. Helens Homes must be given better facilities. <box>282 465 412 744</box>
paragraph: Other good pictures were The Aviator's Dream, a drama of exceptional merit. An intensely dramatic Civil War story was unfolded in The Tide of Battle. Their First Kidnapping Case was a great farce. The two sleuths, upon returning from a well-earned vacation, are enlisted in all the jobs in the papers, with extraordinary results. The programme was of great all round merit and deserves to be seen to-night. <box>143 1224 273 1373</box>
paragraph: Influenza had my husband, self and children all stricken down, says Mrs Minnie Tiller, Springvale, near Wanganui, N.Z. We had tried several cough cures, but Chamberlain's Cough Remedy was the only one that gave us relief. I would never think of being without a bottle of Chamberlain's Cough Remedy in the house now in case of emergency. Sold by all chemists and storekeepers. <box>421 1595 551 1724</box>
divider <box>321 415 373 416</box>
article-headline: VESSELS COLLIDE <box>708 791 820 805</box>
article-subhead: PRESENTATION TO MR E. PRAGNELL. <box>287 861 407 881</box>
article-subhead: WILL THERE BE A SECOND BALLOT <box>423 742 549 762</box>
article-subhead: (By Telegraph—Press Association.) <box>581 498 669 517</box>
paragraph: The re-engaged strikers at the Victoria Dock attacked two thousand non-strikers. Bricks, stones, bludgeons, and knives were freely used. Several non-unionists produced revolvers, and at least sixty shots were fired. Seven men were wounded, and twenty were removed to the hospitals. <box>560 193 690 292</box>
divider <box>182 484 234 485</box>
article-headline: HOUSE OF REPRESENTATIVES. <box>856 930 950 950</box>
section-banner: CABLE NEWS <box>282 30 412 86</box>
paragraph: Mr J. G. Anderson instanced Mr Laurenson's statements regarding election. He knew a good many of them, and he defied anyone to say a word against any of them. He was against anything in the way of curtailing criticism. The New Zealand Press was such an appearance that he put it as generally as any in the world. He did not think this Bill could be properly carried, and he objected to it. <box>977 391 1110 530</box>
paragraph: Mr G. Laurenson referred to the use of motor cars at elections, and pointed out that the Commonwealth had decided not to permit the hiring of motor cars during elections. As to the signing of articles in newspapers, he could imagine a case of an editor not wishing to sign his articles, but not a brave man of probity and honour. <box>977 162 1111 271</box>
article-subhead: WAIRAU PETITION CASE. <box>566 486 684 496</box>
column-1 <box>0 26 138 2079</box>
paragraph: During the evening songs were rendered by Messrs Ensor, Hunt, Vine, Kingston, Green, Wilson, and P. Gilbert. <box>4 1658 134 1697</box>
column-3 <box>278 26 416 1744</box>
advert-text: For the skin there is nothing better than ANTIKRAK. It keeps the hands soft and supple, prevents and removes roughness, redness, chapping and cracking of the skin, and speedily heals up sores. It is also an excellent application for chilblains, it speedily removes the irritation and redness and reduces the swelling. Applied daily to the hands, it also prevents chilblains. Farmers and dairymen, and all whose hands are exposed to the cold, or are exposed to wet and cold will find Antikrak acts like a charm. It soothes, softens and heals the skin. After a hard day's work at the cold tub, after scrubbing and scrubbing, etc., it is most beneficial. It is the most economical preparation on the market, costing 1s 6d per large jar, and a little goes a long way. Posted free to any address, and sold only by J. W. GORDON, Chemist and Druggist (late Dunn's), Masterton. <box>4 1746 134 2045</box>
advert-text: I am the only registered Patent Attorney in the Wairarapa, and can supply the fullest information of all patents, both New Zealand and foreign. Mr Higgs, my Wellington associate, is a graduate of the City of London for draughtsmanship and mechanical work. Pamphlet on patenting supplied. <box>977 1798 1110 1907</box>
paragraph: The Hon. H. D. Bell opposed the measure. It was undesirable, he said, to have frequent variations of the marriage laws in this country, which was being done out of conformity with the marriage laws of other parts of the Empire. He also took exception to the proposal to let the relationship. In such case it might conceivably be that of a parent and child, and it was intolerable that such relationship should be allowed to grow into a sexual relation. <box>838 706 968 865</box>
section-subhead: AFFECTING NEWSPAPERS. <box>845 1606 961 1615</box>
article-subhead: MASTERTON PICTURE COMPANY <box>155 512 261 532</box>
article-subhead: (By Telegraph—Press Association.) <box>303 443 391 462</box>
paragraph: No matter how careful you may be of your hair, how often or how faithfully you may shampoo or brush it, the hair grows thin and the glossy brilliance nature intended for all men, women and children as long as the dandruff germ is sapping the strength and vitality of the hair roots. Frequent brushing of the hair and a shampoo once every two or three weeks are both valuable aids to gaining hair beauty, but they cannot destroy the dandruff germ. So far as is known the only way to destroy this germ is to rub into the scalp once a day a mixture prepared by mixing 2oz. Bay Rum with 1 drachm Menthol Crystals and 1oz. Lavona de Composee. As this preparation not only destroys the dandruff germ, but is also a truly marvellous hair-grower, it should be applied only where hair is desired. Any chemist can prepare the above formula, or you can prepare the ingredients and mix them at home. Apply to the scalp with a small sponge and your hair will return to its natural beauty. <box>143 1419 273 1758</box>
